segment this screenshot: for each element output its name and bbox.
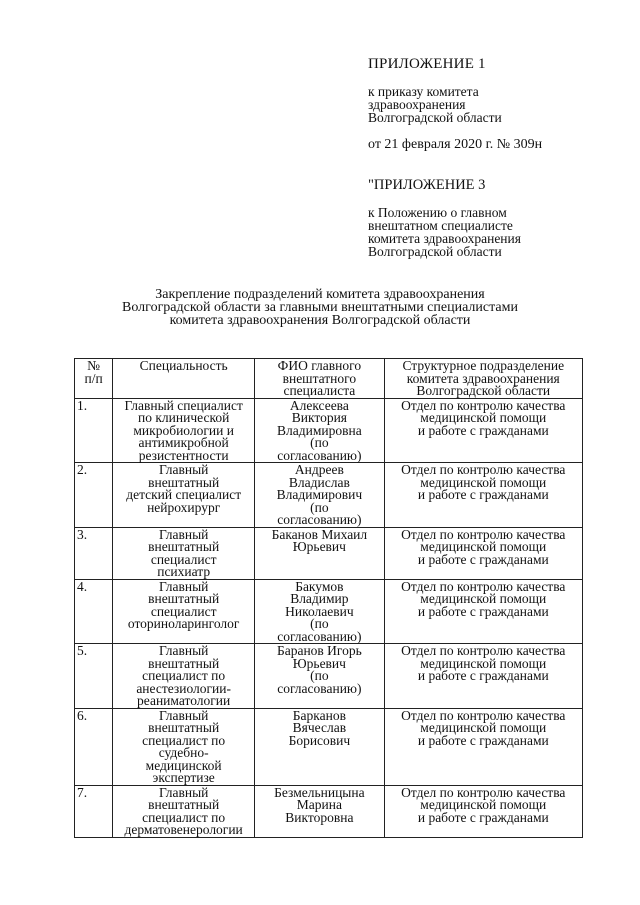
fio-text: Безмельницына <box>274 784 365 800</box>
fio-text: Викторовна <box>285 809 354 825</box>
specialty-cell <box>113 579 255 644</box>
department-text: и работе с гражданами <box>417 732 549 748</box>
department-text: Отдел по контролю качества <box>401 526 566 542</box>
header-text: № <box>87 358 101 373</box>
fio-text: Вячеслав <box>292 720 347 735</box>
department-text: Отдел по контролю качества <box>401 462 566 477</box>
fio-text: согласованию) <box>277 512 362 527</box>
appendix-line-2: внештатном специалисте <box>368 218 513 233</box>
appendix-header <box>368 58 618 258</box>
header-fio <box>255 359 384 399</box>
specialty-text: детский специалист <box>126 487 242 502</box>
specialty-text: Главный <box>158 784 209 800</box>
table-row <box>75 398 583 463</box>
specialty-text: специалист <box>150 551 217 567</box>
specialty-text: нейрохирург <box>147 499 221 515</box>
title-line: комитета здравоохранения Волгоградской области <box>169 313 471 328</box>
header-text: п/п <box>84 370 103 386</box>
appendix-line: к приказу комитета <box>368 84 479 99</box>
appendix-line-2: комитета здравоохранения <box>368 231 521 246</box>
specialty-text: экспертизе <box>152 770 215 785</box>
specialty-text: внештатный <box>148 655 220 671</box>
header-text: Волгоградской области <box>416 383 551 398</box>
specialty-text: внештатный <box>148 720 220 735</box>
fio-cell <box>255 527 384 579</box>
table-row <box>75 644 583 709</box>
appendix-line-2: к Положению о главном <box>368 205 507 220</box>
row-number: 2. <box>75 463 113 528</box>
table-body <box>75 398 583 837</box>
fio-text: Алексеева <box>289 397 349 413</box>
specialty-cell <box>113 785 255 837</box>
row-number: 5. <box>75 644 113 709</box>
specialty-text: психиатр <box>157 564 211 579</box>
table-row <box>75 785 583 837</box>
document-title <box>60 288 580 327</box>
department-text: медицинской помощи <box>420 474 547 490</box>
fio-text: Бакумов <box>295 578 344 594</box>
specialty-text: антимикробной <box>138 435 229 450</box>
specialty-text: резистентности <box>138 447 229 463</box>
fio-text: Андреев <box>294 462 344 477</box>
specialty-text: Главный <box>158 462 209 477</box>
appendix-line-2: Волгоградской области <box>368 244 502 259</box>
specialty-text: судебно- <box>158 745 209 760</box>
fio-text: Баранов Игорь <box>276 643 362 658</box>
fio-text: согласованию) <box>277 628 362 644</box>
specialty-text: специалист по <box>142 809 226 825</box>
table-row <box>75 463 583 528</box>
fio-text: согласованию) <box>277 447 362 463</box>
department-cell <box>384 785 582 837</box>
header-text: внештатного <box>282 370 357 386</box>
fio-text: Юрьевич <box>292 539 346 554</box>
fio-text: Владимировна <box>277 422 362 438</box>
specialty-text: Главный <box>158 526 209 542</box>
fio-text: Баканов Михаил <box>271 526 368 542</box>
title-line: Волгоградской области за главными внештатными специалистами <box>122 300 518 315</box>
header-num <box>75 359 113 399</box>
specialty-text: Главный <box>158 707 209 723</box>
appendix-date: от 21 февраля 2020 г. № 309н <box>368 137 543 152</box>
specialty-cell <box>113 463 255 528</box>
department-text: медицинской помощи <box>420 655 547 671</box>
department-cell <box>384 579 582 644</box>
specialty-text: анестезиологии- <box>136 680 232 696</box>
row-number: 6. <box>75 708 113 785</box>
specialty-text: реаниматологии <box>137 693 231 708</box>
fio-cell <box>255 785 384 837</box>
specialty-text: внештатный <box>148 591 220 606</box>
specialty-text: внештатный <box>148 797 220 812</box>
header-department <box>384 359 582 399</box>
department-text: и работе с гражданами <box>417 603 549 619</box>
row-number: 7. <box>75 785 113 837</box>
table-row <box>75 527 583 579</box>
specialty-text: микробиологии и <box>133 422 234 438</box>
fio-text: Юрьевич <box>292 655 346 671</box>
department-text: и работе с гражданами <box>417 809 549 825</box>
specialty-text: оториноларинголог <box>127 616 240 631</box>
title-line: Закрепление подразделений комитета здравоохранения <box>155 287 485 302</box>
department-text: и работе с гражданами <box>417 668 549 683</box>
fio-text: (по <box>310 616 329 631</box>
fio-text: согласованию) <box>277 680 362 696</box>
department-text: Отдел по контролю качества <box>401 578 566 594</box>
department-text: медицинской помощи <box>420 797 547 812</box>
row-number: 4. <box>75 579 113 644</box>
department-text: Отдел по контролю качества <box>401 643 566 658</box>
specialists-table <box>74 358 583 838</box>
department-text: и работе с гражданами <box>417 551 549 567</box>
department-cell <box>384 398 582 463</box>
specialty-text: по клинической <box>138 410 230 425</box>
header-text: ФИО главного <box>277 358 362 373</box>
fio-text: Владимир <box>290 591 349 606</box>
fio-text: Борисович <box>288 732 351 748</box>
department-text: медицинской помощи <box>420 591 547 606</box>
department-text: Отдел по контролю качества <box>401 784 566 800</box>
specialty-text: Главный специалист <box>124 397 243 413</box>
fio-text: Николаевич <box>285 603 354 619</box>
appendix-line: здравоохранения <box>368 97 466 112</box>
department-text: Отдел по контролю качества <box>401 397 566 413</box>
specialty-text: специалист по <box>142 732 226 748</box>
appendix-line: Волгоградской области <box>368 110 502 125</box>
department-text: Отдел по контролю качества <box>401 707 566 723</box>
row-number: 1. <box>75 398 113 463</box>
fio-text: Марина <box>296 797 342 812</box>
fio-cell <box>255 579 384 644</box>
specialty-cell <box>113 527 255 579</box>
specialty-text: специалист <box>150 603 217 619</box>
fio-cell <box>255 644 384 709</box>
specialty-text: внештатный <box>148 539 220 554</box>
fio-cell <box>255 463 384 528</box>
fio-text: Владимирович <box>276 487 363 502</box>
fio-text: Владислав <box>288 474 350 490</box>
department-text: медицинской помощи <box>420 410 547 425</box>
header-text: Структурное подразделение <box>402 358 565 373</box>
department-cell <box>384 708 582 785</box>
fio-text: (по <box>310 668 329 683</box>
department-text: и работе с гражданами <box>417 422 549 438</box>
table-header-row <box>75 359 583 399</box>
specialty-text: медицинской <box>145 757 222 773</box>
department-text: медицинской помощи <box>420 720 547 735</box>
specialty-text: Главный <box>158 643 209 658</box>
header-text: комитета здравоохранения <box>406 370 560 386</box>
table-row <box>75 708 583 785</box>
department-text: медицинской помощи <box>420 539 547 554</box>
department-cell <box>384 463 582 528</box>
department-text: и работе с гражданами <box>417 487 549 502</box>
fio-text: (по <box>310 499 329 515</box>
specialty-text: дерматовенерологии <box>124 822 243 837</box>
fio-text: Барканов <box>292 707 346 723</box>
fio-cell <box>255 708 384 785</box>
fio-text: (по <box>310 435 329 450</box>
specialty-text: Главный <box>158 578 209 594</box>
header-specialty <box>113 359 255 399</box>
header-text: Специальность <box>139 358 228 373</box>
fio-text: Виктория <box>291 410 347 425</box>
specialty-text: внештатный <box>148 474 220 490</box>
appendix-heading: ПРИЛОЖЕНИЕ 1 <box>368 56 486 72</box>
specialty-text: специалист по <box>142 668 226 683</box>
department-cell <box>384 644 582 709</box>
specialty-cell <box>113 644 255 709</box>
specialty-cell <box>113 398 255 463</box>
appendix-heading-2: "ПРИЛОЖЕНИЕ 3 <box>368 177 486 193</box>
table-row <box>75 579 583 644</box>
specialty-cell <box>113 708 255 785</box>
fio-cell <box>255 398 384 463</box>
header-text: специалиста <box>283 383 356 398</box>
row-number: 3. <box>75 527 113 579</box>
department-cell <box>384 527 582 579</box>
